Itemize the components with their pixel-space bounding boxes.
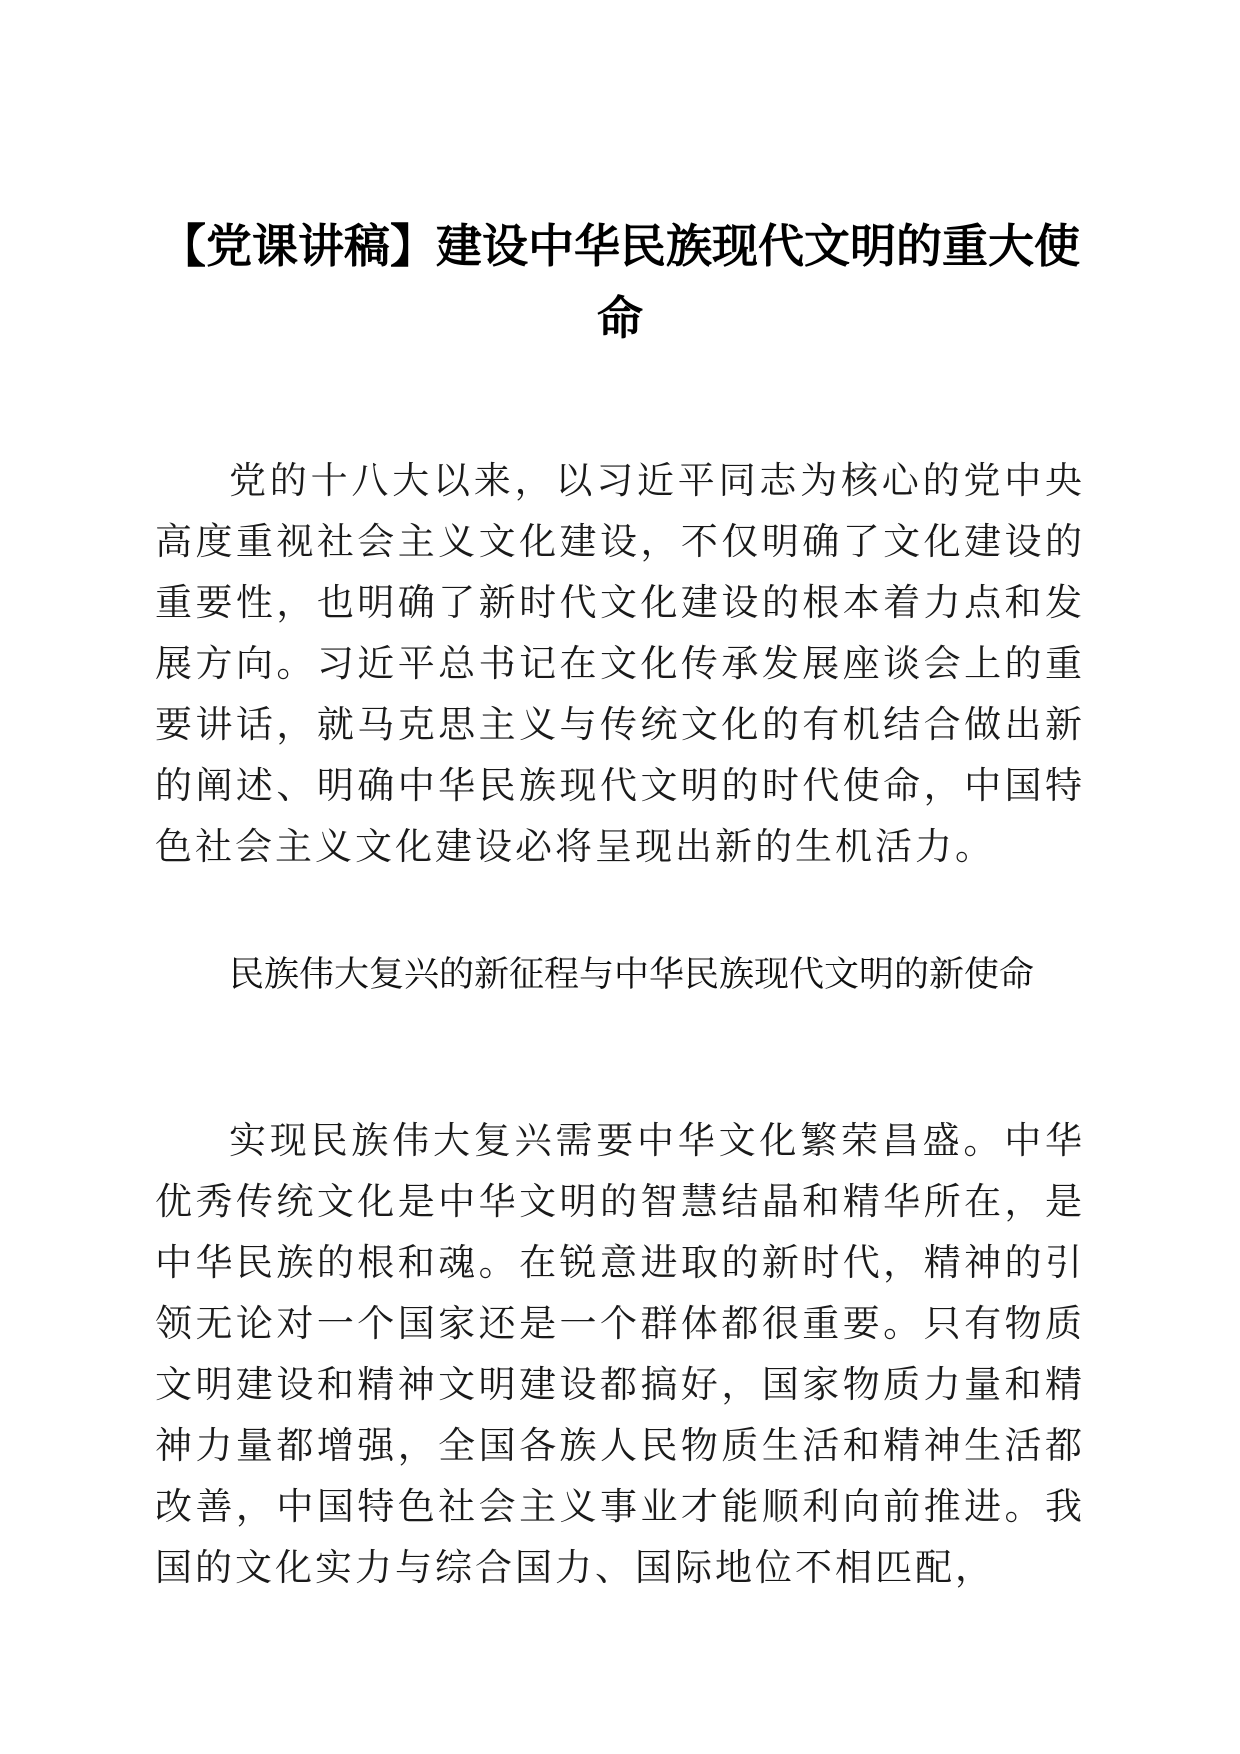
section-paragraph: 实现民族伟大复兴需要中华文化繁荣昌盛。中华优秀传统文化是中华文明的智慧结晶和精华所在，是中华民族的根和魂。在锐意进取的新时代，精神的引领无论对一个国家还是一个群体都很重要。只有物质文明建设和精神文明建设都搞好，国家物质力量和精神力量都增强，全国各族人民物质生活和精神生活都改善，中国特色社会主义事业才能顺利向前推进。我国的文化实力与综合国力、国际地位不相匹配，	[155, 1119, 1085, 1589]
section-heading: 民族伟大复兴的新征程与中华民族现代文明的新使命	[229, 955, 1035, 995]
intro-paragraph: 党的十八大以来，以习近平同志为核心的党中央高度重视社会主义文化建设，不仅明确了文化建设的重要性，也明确了新时代文化建设的根本着力点和发展方向。习近平总书记在文化传承发展座谈会上的重要讲话，就马克思主义与传统文化的有机结合做出新的阐述、明确中华民族现代文明的时代使命，中国特色社会主义文化建设必将呈现出新的生机活力。	[155, 459, 1085, 868]
document-title: 【党课讲稿】建设中华民族现代文明的重大使命	[160, 219, 1080, 345]
